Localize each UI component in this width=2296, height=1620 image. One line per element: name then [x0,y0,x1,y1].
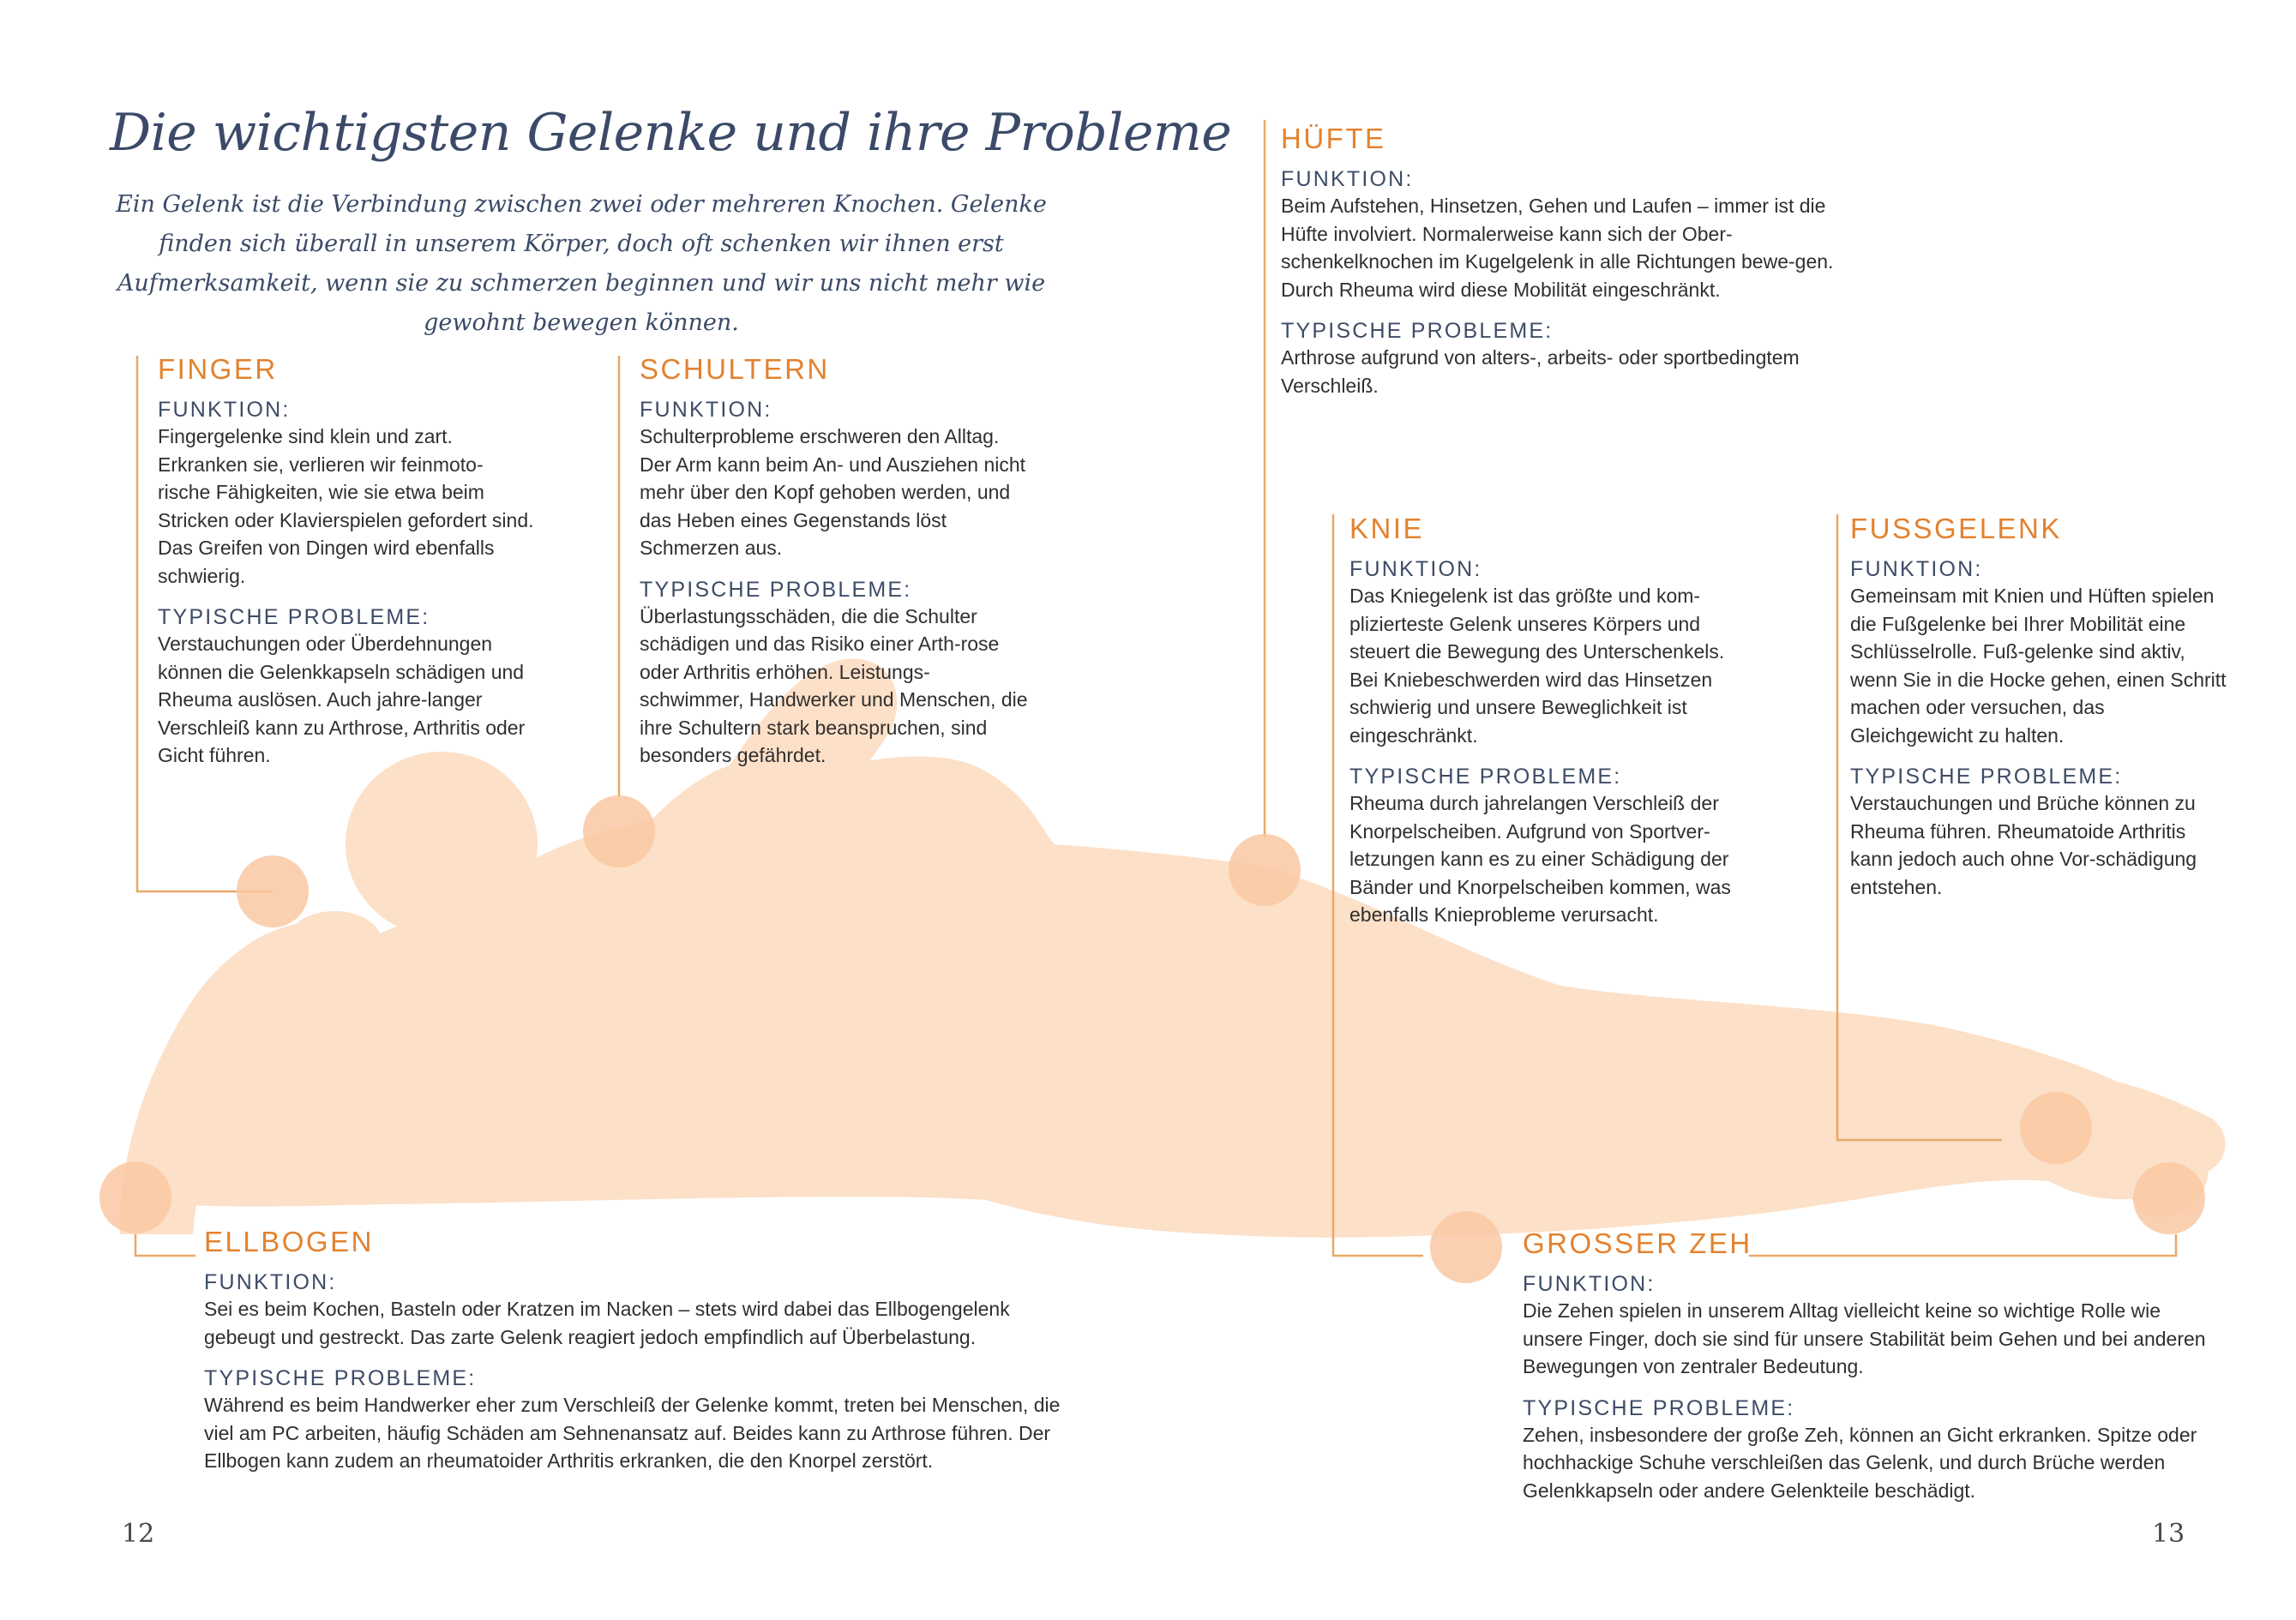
ellbogen-joint-marker [99,1161,171,1233]
huefte-joint-marker [1229,834,1301,906]
function-label: FUNKTION: [1523,1272,1656,1296]
problems-text: Überlastungsschäden, die die Schulter schädigen und das Risiko einer Arth-rose oder Arthritis erhöhen. Leistungs-schwimmer, Handwerker und Menschen, die ihre Schultern stark beanspruchen, sind besonders gefährdet. [640,604,1028,766]
page-title: Die wichtigsten Gelenke und ihre Probleme [110,103,1232,163]
function-text: Schulterprobleme erschweren den Alltag. Der Arm kann beim An- und Ausziehen nicht mehr über den Kopf gehoben werden, und das Heben eines Gegenstands löst Schmerzen aus. [640,425,1026,559]
problems-text: Verstauchungen oder Überdehnungen können die Gelenkkapseln schädigen und Rheuma auslösen. Auch jahre-langer Verschleiß kann zu Arthrose, Arthritis oder Gicht führen. [158,633,526,766]
problems-label: TYPISCHE PROBLEME: [1850,765,2123,789]
section-finger [158,353,535,770]
finger-joint-marker [237,855,309,927]
problems-text: Verstauchungen und Brüche können zu Rheuma führen. Rheumatoide Arthritis kann jedoch auch ohne Vor-schädigung entstehen. [1850,792,2197,898]
section-title: HÜFTE [1281,123,1386,154]
function-label: FUNKTION: [204,1270,337,1294]
function-text: Gemeinsam mit Knien und Hüften spielen die Fußgelenke bei Ihrer Mobilität eine Schlüsselrolle. Fuß-gelenke sind aktiv, wenn Sie in die Hocke gehen, einen Schritt machen oder versuchen, das Gleichgewicht zu halten. [1850,585,2227,747]
problems-text: Während es beim Handwerker eher zum Verschleiß der Gelenke kommt, treten bei Menschen, die viel am PC arbeiten, häufig Schäden am Sehnenansatz auf. Beides kann zu Arthrose führen. Der Ellbogen kann zudem an rheumatoider Arthritis erkranken, die den Knorpel zerstört. [204,1394,1061,1472]
problems-label: TYPISCHE PROBLEME: [1349,765,1622,789]
problems-text: Zehen, insbesondere der große Zeh, können an Gicht erkranken. Spitze oder hochhackige Schuhe verschleißen das Gelenk, und durch Brüche werden Gelenkkapseln oder andere Gelenkteile beschädigt. [1523,1423,2197,1502]
section-title: GROSSER ZEH [1523,1227,1752,1259]
section-huefte [1281,123,1855,399]
intro-paragraph: Ein Gelenk ist die Verbindung zwischen zwei oder mehreren Knochen. Gelenke finden sich überall in unserem Körper, doch oft schenken wir ihnen erst Aufmerksamkeit, wenn sie zu schmerzen beginnen und wir uns nicht mehr wie gewohnt bewegen können. [116,191,1047,336]
problems-text: Arthrose aufgrund von alters-, arbeits- oder sportbedingtem Verschleiß. [1281,346,1800,397]
page-number-right: 13 [2152,1519,2185,1549]
function-text: Sei es beim Kochen, Basteln oder Kratzen im Nacken – stets wird dabei das Ellbogengelenk gebeugt und gestreckt. Das zarte Gelenk reagiert jedoch empfindlich auf Überbelastung. [204,1298,1010,1348]
function-text: Fingergelenke sind klein und zart. Erkranken sie, verlieren wir feinmoto-rische Fähigkeiten, wie sie etwa beim Stricken oder Klavierspielen gefordert sind. Das Greifen von Dingen wird ebenfalls schwierig. [158,425,534,587]
section-title: ELLBOGEN [204,1226,374,1257]
section-grosser-zeh [1523,1227,2209,1504]
function-label: FUNKTION: [640,398,772,422]
function-text: Das Kniegelenk ist das größte und kom-plizierteste Gelenk unseres Körpers und steuert die Bewegung des Unterschenkels. Bei Kniebeschwerden wird das Hinsetzen schwierig und unsere Beweglichkeit ist eingeschränkt. [1349,585,1725,747]
section-fussgelenk [1850,513,2227,901]
function-label: FUNKTION: [1349,557,1482,581]
problems-label: TYPISCHE PROBLEME: [1523,1395,1795,1420]
schultern-joint-marker [583,795,655,867]
problems-text: Rheuma durch jahrelangen Verschleiß der Knorpelscheiben. Aufgrund von Sportver-letzungen kann es zu einer Schädigung der Bänder und Knorpelscheiben kommen, was ebenfalls Knieprobleme verursacht. [1349,792,1731,926]
section-title: KNIE [1349,513,1425,544]
problems-label: TYPISCHE PROBLEME: [640,577,912,602]
fussgelenk-joint-marker [2020,1092,2092,1164]
section-title: SCHULTERN [640,353,830,385]
function-label: FUNKTION: [1850,557,1983,581]
knie-joint-marker [1430,1211,1502,1283]
section-ellbogen [204,1226,1061,1475]
ellbogen-leader-line [135,1234,195,1256]
section-title: FUSSGELENK [1850,513,2062,544]
section-knie [1349,513,1752,929]
function-text: Beim Aufstehen, Hinsetzen, Gehen und Laufen – immer ist die Hüfte involviert. Normalerweise kann sich der Ober-schenkelknochen im Kugelgelenk in alle Richtungen bewe-gen. Durch Rheuma wird diese Mobilität eingeschränkt. [1281,195,1834,301]
section-schultern [640,353,1034,770]
function-text: Die Zehen spielen in unserem Alltag vielleicht keine so wichtige Rolle wie unsere Finger, doch sie sind für unsere Stabilität beim Gehen und bei anderen Bewegungen von zentraler Bedeutung. [1523,1299,2206,1377]
function-label: FUNKTION: [1281,167,1414,191]
problems-label: TYPISCHE PROBLEME: [158,605,430,629]
grosser-zeh-joint-marker [2133,1162,2205,1234]
problems-label: TYPISCHE PROBLEME: [1281,319,1554,343]
problems-label: TYPISCHE PROBLEME: [204,1366,477,1390]
function-label: FUNKTION: [158,398,291,422]
page-number-left: 12 [122,1519,155,1549]
section-title: FINGER [158,353,278,385]
